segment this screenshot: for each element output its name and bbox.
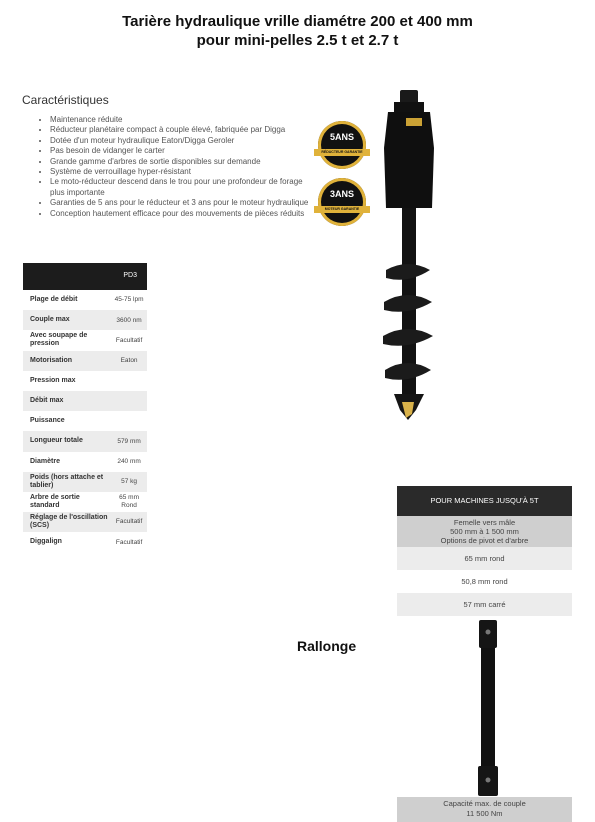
row-value: Facultatif xyxy=(115,336,143,344)
torque-value: 11 500 Nm xyxy=(466,809,503,818)
auger-drive-image xyxy=(368,88,448,423)
row-value: Facultatif xyxy=(115,518,143,526)
row-label: Pression max xyxy=(30,376,76,384)
row-label: Longueur totale xyxy=(30,437,83,445)
list-item: • Garanties de 5 ans pour le réducteur et 3 ans pour le moteur hydraulique xyxy=(50,198,312,208)
table-row xyxy=(23,452,147,472)
title-line-2: pour mini-pelles 2.5 t et 2.7 t xyxy=(196,32,399,49)
table-row xyxy=(23,431,147,451)
extension-shaft-image xyxy=(468,618,508,798)
row-value: Eaton xyxy=(120,356,138,364)
table-row xyxy=(23,512,147,532)
row-value: 3600 nm xyxy=(116,316,142,324)
table-row xyxy=(23,290,147,310)
table-row xyxy=(23,532,147,552)
list-item: • Système de verrouillage hyper-résistant xyxy=(50,167,312,177)
machine-table-row: 65 mm rond xyxy=(397,547,572,570)
row-label: Diggalign xyxy=(30,538,62,546)
row-label: Débit max xyxy=(30,397,64,405)
badge-ribbon: MOTEUR GARANTIE xyxy=(314,206,370,213)
model-name: PD3 xyxy=(123,272,137,279)
row-label: Diamètre xyxy=(30,457,60,465)
title-line-1: Tarière hydraulique vrille diamétre 200 et 400 mm xyxy=(122,13,473,30)
spec-table-header xyxy=(23,263,147,290)
row-line: Femelle vers mâle xyxy=(453,518,516,527)
row-label: Plage de débit xyxy=(30,296,78,304)
row-value: 45-75 lpm xyxy=(114,296,144,304)
machine-table-row: 57 mm carré xyxy=(397,593,572,616)
characteristics-heading: Caractéristiques xyxy=(22,93,109,107)
list-item: • Réducteur planétaire compact à couple élevé, fabriquée par Digga xyxy=(50,125,312,135)
torque-capacity xyxy=(397,797,572,822)
machine-table-row: 50,8 mm rond xyxy=(397,570,572,593)
table-row xyxy=(23,391,147,411)
table-row xyxy=(23,330,147,350)
list-item: • Dotée d'un moteur hydraulique Eaton/Digga Geroler xyxy=(50,136,312,146)
table-row xyxy=(23,351,147,371)
table-row xyxy=(23,492,147,512)
row-value: 65 mm Rond xyxy=(119,494,139,509)
badge-years: 3ANS xyxy=(329,189,354,199)
row-value: 240 mm xyxy=(117,457,141,465)
machine-table-header: POUR MACHINES JUSQU'À 5T xyxy=(397,486,572,516)
row-label: Motorisation xyxy=(30,356,72,364)
rallonge-heading: Rallonge xyxy=(297,638,357,654)
characteristics-list xyxy=(38,115,312,219)
warranty-badge-5-years xyxy=(318,121,366,169)
badge-ribbon: RÉDUCTEUR GARANTIE xyxy=(314,149,370,156)
list-item: • Conception hautement efficace pour des mouvements de pièces réduits xyxy=(50,209,312,219)
row-line: 500 mm à 1 500 mm xyxy=(450,527,519,536)
table-row xyxy=(23,310,147,330)
row-line: Options de pivot et d'arbre xyxy=(440,536,529,545)
table-row xyxy=(23,472,147,492)
row-label: Couple max xyxy=(30,316,70,324)
torque-label: Capacité max. de couple xyxy=(443,799,526,808)
row-label: Avec soupape de pression xyxy=(30,332,88,348)
row-value: Facultatif xyxy=(115,538,143,546)
list-item: • Grande gamme d'arbres de sortie disponibles sur demande xyxy=(50,157,312,167)
row-label: Réglage de l'oscillation (SCS) xyxy=(30,514,108,530)
row-label: Poids (hors attache et tablier) xyxy=(30,473,104,489)
page-title xyxy=(0,12,595,50)
badge-years: 5ANS xyxy=(329,132,354,142)
table-row xyxy=(23,371,147,391)
row-value: 579 mm xyxy=(117,437,141,445)
row-label: Arbre de sortie standard xyxy=(30,493,80,509)
list-item: • Pas besoin de vidanger le carter xyxy=(50,146,312,156)
machine-table-row xyxy=(397,516,572,547)
row-value: 57 kg xyxy=(121,478,138,486)
warranty-badge-3-years xyxy=(318,178,366,226)
row-label: Puissance xyxy=(30,417,65,425)
table-row xyxy=(23,411,147,431)
list-item: • Maintenance réduite xyxy=(50,115,312,125)
spec-table xyxy=(23,263,147,552)
list-item: • Le moto-réducteur descend dans le trou pour une profondeur de forage plus importante xyxy=(50,177,312,198)
